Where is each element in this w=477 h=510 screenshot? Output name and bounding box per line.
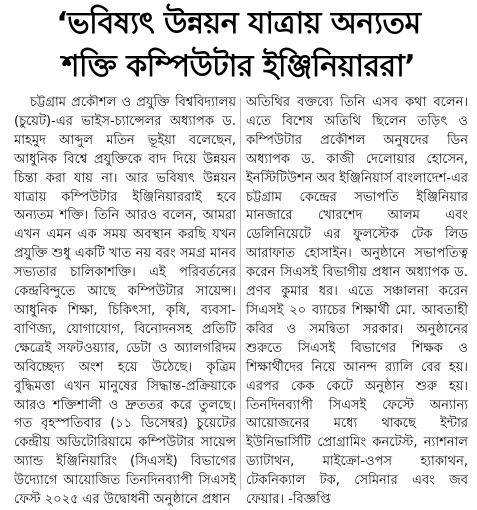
headline-line-1: ‘ভবিষ্যৎ উন্নয়ন যাত্রায় অন্যতম — [56, 6, 421, 41]
left-column-text: চট্টগ্রাম প্রকৌশল ও প্রযুক্তি বিশ্ববিদ্যালয় (চুয়েট)-এর ভাইস-চ্যান্সেলর অধ্যাপক ড. মাহমুদ আব্দুল মতিন ভূইয়া বলেছেন, আধুনিক বিশ্বে প্রযুক্তিকে বাদ দিয়ে উন্নয়ন চিন্তা করা যায় না। আর ভবিষ্যৎ উন্নয়ন যাত্রায় কম্পিউটার ইঞ্জিনিয়াররাই হবে অন্যতম শক্তি। তিনি আরও বলেন, আমরা এখন এমন এক সময় অবস্থান করছি যখন প্রযুক্তি শুধু একটি খাত নয় বরং সমগ্র মানব সভ্যতার চালিকাশক্তি। এই পরিবর্তনের কেন্দ্রবিন্দুতে আছে কম্পিউটার সায়েন্স। আধুনিক শিক্ষা, চিকিৎসা, কৃষি, ব্যবসা-বাণিজ্য, যোগাযোগ, বিনোদনসহ প্রতিটি ক্ষেত্রেই সফটওয়্যার, ডেটা ও অ্যালগরিদম অবিচ্ছেদ্য অংশ হয়ে উঠেছে। কৃত্রিম বুদ্ধিমত্তা এখন মানুষের সিদ্ধান্ত-প্রক্রিয়াকে আরও শক্তিশালী ও দ্রুততর করে তুলছে। গত বৃহস্পতিবার (১১ ডিসেম্বর) চুয়েটের কেন্দ্রীয় অডিটোরিয়ামে কম্পিউটার সায়েন্স অ্যান্ড ইঞ্জিনিয়ারিং (সিএসই) বিভাগের উদ্যোগে আয়োজিত তিনদিনব্যাপী সিএসই ফেস্ট ২০২৫ এর উদ্বোধনী অনুষ্ঠানে প্রধান — [14, 95, 236, 508]
column-divider — [240, 98, 241, 490]
right-column-text: অতিথির বক্তব্যে তিনি এসব কথা বলেন। এতে বিশেষ অতিথি ছিলেন তড়িৎ ও কম্পিউটার প্রকৌশল অনুষদের ডিন অধ্যাপক ড. কাজী দেলোয়ার হোসেন, ইনস্টিটিউশন অব ইঞ্জিনিয়ার্স বাংলাদেশ-এর চট্টগ্রাম কেন্দ্রের সভাপতি ইঞ্জিনিয়ার মানজারে খোরশেদ আলম এবং ডেলিনিয়েটে এর ফুলস্টেক টেক লিড আরাফাত হোসাইন। অনুষ্ঠানে সভাপতিত্ব করেন সিএসই বিভাগীয় প্রধান অধ্যাপক ড. প্রণব কুমার ধর। এতে সঞ্চালনা করেন সিএসই ২০ ব্যাচের শিক্ষার্থী মো. আবতাহী কবির ও সমন্বিতা সরকার। অনুষ্ঠানের শুরুতে সিএসই বিভাগের শিক্ষক ও শিক্ষার্থীদের নিয়ে আনন্দ র‍্যালি বের হয়। এরপর কেক কেটে অনুষ্ঠান শুরু হয়। তিনদিনব্যাপী সিএসই ফেস্টে অন্যান্য আয়োজনের মধ্যে থাকছে ইন্টার ইউনিভার্সিটি প্রোগ্রামিং কনটেস্ট, ন্যাশনাল ড্যাটাথন, মাইক্রো-ওপস হ্যাকাথন, টেকনিক্যাল টক, সেমিনার এবং জব ফেয়ার। -বিজ্ঞপ্তি — [246, 95, 468, 508]
headline-line-2: শক্তি কম্পিউটার ইঞ্জিনিয়াররা’ — [61, 49, 416, 84]
article-body-left-column — [14, 94, 236, 510]
article-body-right-column — [246, 94, 468, 510]
